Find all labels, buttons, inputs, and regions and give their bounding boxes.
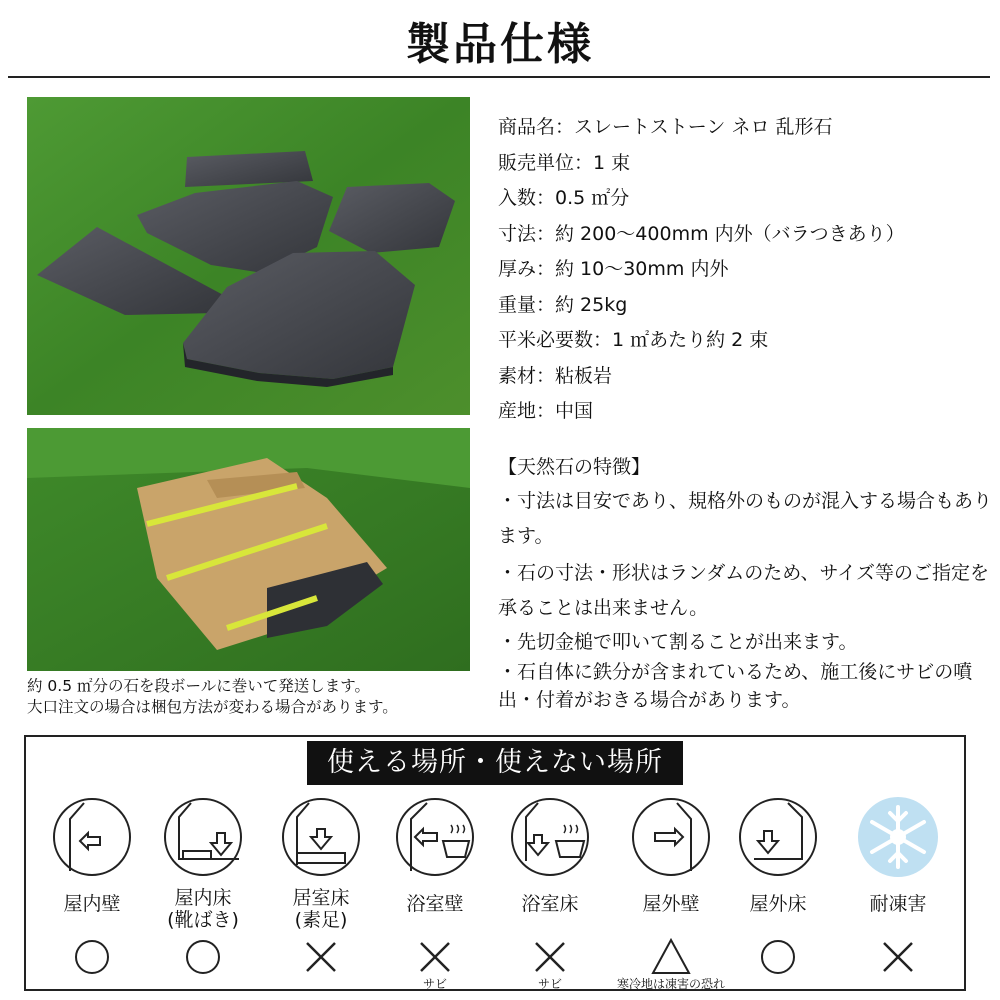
product-photo-stones (27, 97, 470, 415)
spec-row: 販売単位：1 束 (498, 151, 631, 174)
place-label: 居室床 (素足) (292, 887, 350, 931)
place-label: 耐凍害 (869, 893, 927, 915)
spec-row: 入数：0.5 ㎡分 (498, 187, 630, 209)
spec-row: 素材：粘板岩 (498, 364, 613, 387)
spec-list (498, 110, 988, 430)
spec-row: 平米必要数：1 ㎡あたり約 2 束 (498, 329, 769, 351)
spec-row: 重量：約 25kg (498, 293, 628, 316)
product-photo-package (27, 428, 470, 671)
package-caption (27, 676, 487, 718)
place-label: 屋内壁 (63, 893, 121, 915)
place-label: 屋内床 (靴ばき) (167, 887, 239, 931)
feature-item: ・石自体に鉄分が含まれているため、施工後にサビの噴出・付着がおきる場合があります。 (498, 661, 973, 711)
place-label: 浴室壁 (406, 893, 464, 915)
place-label: 屋外壁 (642, 893, 700, 915)
place-note: サビ (422, 977, 447, 991)
caption-line: 大口注文の場合は梱包方法が変わる場合があります。 (27, 698, 398, 716)
page-title: 製品仕様 (406, 19, 594, 70)
features-heading: 【天然石の特徴】 (498, 456, 651, 478)
feature-item: ・先切金槌で叩いて割ることが出来ます。 (498, 631, 858, 653)
spec-row: 厚み：約 10〜30mm 内外 (498, 258, 729, 280)
spec-row: 寸法：約 200〜400mm 内外（バラつきあり） (498, 222, 905, 245)
place-label: 浴室床 (521, 893, 579, 915)
feature-item: ・寸法は目安であり、規格外のものが混入する場合もあります。 (498, 490, 993, 547)
natural-stone-features (498, 450, 993, 716)
place-note: サビ (537, 977, 562, 991)
spec-row: 産地：中国 (498, 400, 594, 422)
title-divider (8, 76, 990, 78)
place-note: 寒冷地は凍害の恐れ (616, 977, 725, 991)
feature-item: ・石の寸法・形状はランダムのため、サイズ等のご指定を承ることは出来ません。 (498, 562, 989, 619)
usage-title: 使える場所・使えない場所 (307, 741, 683, 785)
caption-line: 約 0.5 ㎡分の石を段ボールに巻いて発送します。 (27, 677, 370, 695)
place-label: 屋外床 (749, 893, 807, 915)
spec-row: 商品名：スレートストーン ネロ 乱形石 (498, 116, 833, 138)
